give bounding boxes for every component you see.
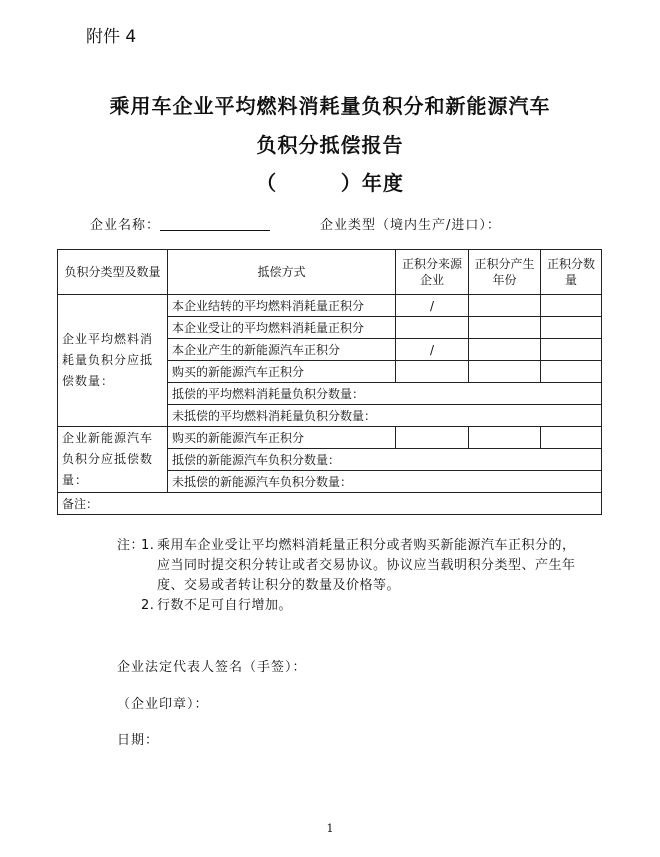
page-title-line-2: 负积分抵偿报告 [256, 133, 404, 157]
note-text: 乘用车企业受让平均燃料消耗量正积分或者购买新能源汽车正积分的，应当同时提交积分转让或者交易协议。协议应当载明积分类型、产生年度、交易或者转让积分的数量及价格等。 [157, 538, 576, 593]
table-row-method: 本企业结转的平均燃料消耗量正积分 [168, 295, 396, 317]
year-cell[interactable] [469, 295, 541, 317]
note-number: 2. [141, 598, 155, 613]
count-cell[interactable] [541, 339, 602, 361]
company-name-field[interactable] [160, 230, 270, 231]
remarks-row[interactable]: 备注： [58, 493, 602, 515]
count-cell[interactable] [541, 427, 602, 449]
unoffset-count-row[interactable]: 未抵偿的平均燃料消耗量负积分数量： [168, 405, 602, 427]
nev-unoffset-count-row[interactable]: 未抵偿的新能源汽车负积分数量： [168, 471, 602, 493]
note-number: 1. [141, 538, 155, 553]
count-cell[interactable] [541, 295, 602, 317]
note-item [117, 596, 577, 616]
note-text: 行数不足可自行增加。 [157, 598, 293, 613]
attachment-label: 附件 4 [86, 27, 137, 47]
notes-lead: 注： [117, 538, 145, 553]
table-row-method: 本企业产生的新能源汽车正积分 [168, 339, 396, 361]
header-type: 负积分类型及数量 [58, 250, 168, 295]
count-cell[interactable] [541, 317, 602, 339]
offset-count-row[interactable]: 抵偿的平均燃料消耗量负积分数量： [168, 383, 602, 405]
credit-offset-table [57, 249, 602, 515]
company-seal-label: （企业印章）： [117, 697, 209, 712]
note-item [117, 536, 577, 596]
company-name-label: 企业名称： [90, 218, 161, 233]
header-source: 正积分来源企业 [396, 250, 469, 295]
page-number: 1 [326, 822, 334, 835]
header-method: 抵偿方式 [168, 250, 396, 295]
header-year: 正积分产生年份 [469, 250, 541, 295]
source-cell[interactable] [396, 361, 469, 383]
year-cell[interactable] [469, 317, 541, 339]
count-cell[interactable] [541, 361, 602, 383]
section1-label: 企业平均燃料消耗量负积分应抵偿数量： [58, 295, 168, 427]
table-row-method: 购买的新能源汽车正积分 [168, 361, 396, 383]
source-cell[interactable] [396, 427, 469, 449]
source-cell[interactable]: / [396, 295, 469, 317]
section2-label: 企业新能源汽车负积分应抵偿数量： [58, 427, 168, 493]
page-title-line-1: 乘用车企业平均燃料消耗量负积分和新能源汽车 [109, 94, 551, 118]
company-type-label: 企业类型（境内生产/进口）： [320, 218, 501, 233]
nev-offset-count-row[interactable]: 抵偿的新能源汽车负积分数量： [168, 449, 602, 471]
report-year-line: （ ）年度 [256, 171, 404, 195]
year-cell[interactable] [469, 361, 541, 383]
representative-signature-label: 企业法定代表人签名（手签）： [117, 660, 307, 675]
table-row-method: 购买的新能源汽车正积分 [168, 427, 396, 449]
table-row-method: 本企业受让的平均燃料消耗量正积分 [168, 317, 396, 339]
source-cell[interactable]: / [396, 339, 469, 361]
year-cell[interactable] [469, 427, 541, 449]
date-label: 日期： [117, 733, 160, 748]
source-cell[interactable] [396, 317, 469, 339]
header-count: 正积分数量 [541, 250, 602, 295]
notes-section [117, 536, 577, 616]
year-cell[interactable] [469, 339, 541, 361]
